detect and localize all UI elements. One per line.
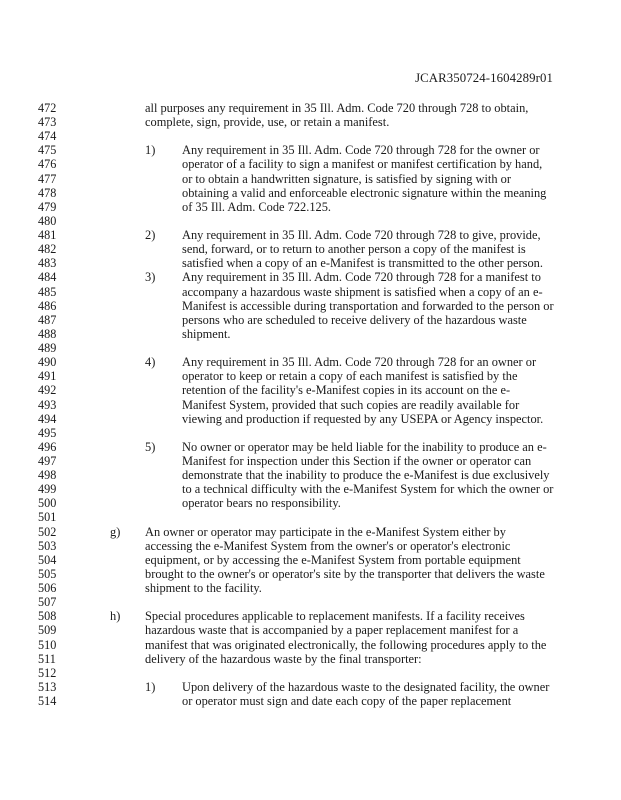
line-number: 511 [38,652,56,666]
line-number: 477 [38,172,57,186]
line-number: 505 [38,567,57,581]
text-line: brought to the owner's or operator's site by the transporter that delivers the waste [145,567,545,581]
line-number: 513 [38,680,57,694]
text-line: equipment, or by accessing the e-Manifest System from portable equipment [145,553,521,567]
line-number: 482 [38,242,57,256]
line-number: 497 [38,454,57,468]
line-number: 491 [38,369,57,383]
line-number: 507 [38,595,57,609]
line-number: 493 [38,398,57,412]
line-number: 495 [38,426,57,440]
line-number: 492 [38,383,57,397]
text-line: Any requirement in 35 Ill. Adm. Code 720 through 728 for the owner or [182,143,540,157]
line-number: 487 [38,313,57,327]
line-number: 484 [38,270,57,284]
line-number: 488 [38,327,57,341]
list-marker: g) [110,525,121,539]
text-line: persons who are scheduled to receive delivery of the hazardous waste [182,313,527,327]
text-line: shipment. [182,327,231,341]
line-number: 498 [38,468,57,482]
text-line: obtaining a valid and enforceable electronic signature within the meaning [182,186,547,200]
line-number: 472 [38,101,57,115]
line-number: 480 [38,214,57,228]
line-number: 489 [38,341,57,355]
text-line: operator of a facility to sign a manifest or manifest certification by hand, [182,157,543,171]
line-number: 499 [38,482,57,496]
line-number: 504 [38,553,57,567]
line-number: 496 [38,440,57,454]
line-number: 479 [38,200,57,214]
text-line: satisfied when a copy of an e-Manifest is transmitted to the other person. [182,256,543,270]
text-line: demonstrate that the inability to produce the e-Manifest is due exclusively [182,468,550,482]
document-id: JCAR350724-1604289r01 [415,71,553,85]
list-marker: 4) [145,355,156,369]
line-number: 512 [38,666,57,680]
list-marker: h) [110,609,121,623]
text-line: hazardous waste that is accompanied by a paper replacement manifest for a [145,623,519,637]
text-line: send, forward, or to return to another person a copy of the manifest is [182,242,526,256]
line-number: 476 [38,157,57,171]
text-line: accessing the e-Manifest System from the owner's or operator's electronic [145,539,511,553]
list-marker: 2) [145,228,156,242]
text-line: Special procedures applicable to replacement manifests. If a facility receives [145,609,525,623]
list-marker: 1) [145,143,156,157]
text-line: Manifest System, provided that such copies are readily available for [182,398,520,412]
line-number: 506 [38,581,57,595]
line-number: 474 [38,129,57,143]
text-line: No owner or operator may be held liable for the inability to produce an e- [182,440,547,454]
text-line: Manifest is accessible during transportation and forwarded to the person or [182,299,554,313]
line-number: 501 [38,510,57,524]
text-line: operator to keep or retain a copy of each manifest is satisfied by the [182,369,518,383]
line-number: 483 [38,256,57,270]
text-line: or to obtain a handwritten signature, is satisfied by signing with or [182,172,511,186]
line-number: 494 [38,412,57,426]
line-number: 502 [38,525,57,539]
line-number: 509 [38,623,57,637]
list-marker: 3) [145,270,156,284]
list-marker: 5) [145,440,156,454]
text-line: shipment to the facility. [145,581,262,595]
line-number: 508 [38,609,57,623]
line-number: 481 [38,228,57,242]
text-line: Manifest for inspection under this Section if the owner or operator can [182,454,532,468]
line-number: 473 [38,115,57,129]
text-line: Any requirement in 35 Ill. Adm. Code 720 through 728 for a manifest to [182,270,541,284]
text-line: accompany a hazardous waste shipment is satisfied when a copy of an e- [182,285,543,299]
line-number: 503 [38,539,57,553]
text-line: Any requirement in 35 Ill. Adm. Code 720 through 728 to give, provide, [182,228,541,242]
line-number: 500 [38,496,57,510]
text-line: delivery of the hazardous waste by the final transporter: [145,652,422,666]
text-line: Upon delivery of the hazardous waste to the designated facility, the owner [182,680,550,694]
text-line: or operator must sign and date each copy of the paper replacement [182,694,512,708]
text-line: Any requirement in 35 Ill. Adm. Code 720 through 728 for an owner or [182,355,537,369]
list-marker: 1) [145,680,156,694]
text-line: of 35 Ill. Adm. Code 722.125. [182,200,332,214]
line-number: 514 [38,694,57,708]
text-line: operator bears no responsibility. [182,496,341,510]
line-number: 478 [38,186,57,200]
text-line: to a technical difficulty with the e-Manifest System for which the owner or [182,482,554,496]
text-line: An owner or operator may participate in the e-Manifest System either by [145,525,506,539]
text-line: complete, sign, provide, use, or retain a manifest. [145,115,390,129]
line-number: 510 [38,638,57,652]
text-line: retention of the facility's e-Manifest copies in its account on the e- [182,383,511,397]
line-number: 485 [38,285,57,299]
line-number: 490 [38,355,57,369]
line-number: 475 [38,143,57,157]
text-line: viewing and production if requested by any USEPA or Agency inspector. [182,412,544,426]
text-line: all purposes any requirement in 35 Ill. Adm. Code 720 through 728 to obtain, [145,101,529,115]
line-number: 486 [38,299,57,313]
text-line: manifest that was originated electronically, the following procedures apply to the [145,638,547,652]
